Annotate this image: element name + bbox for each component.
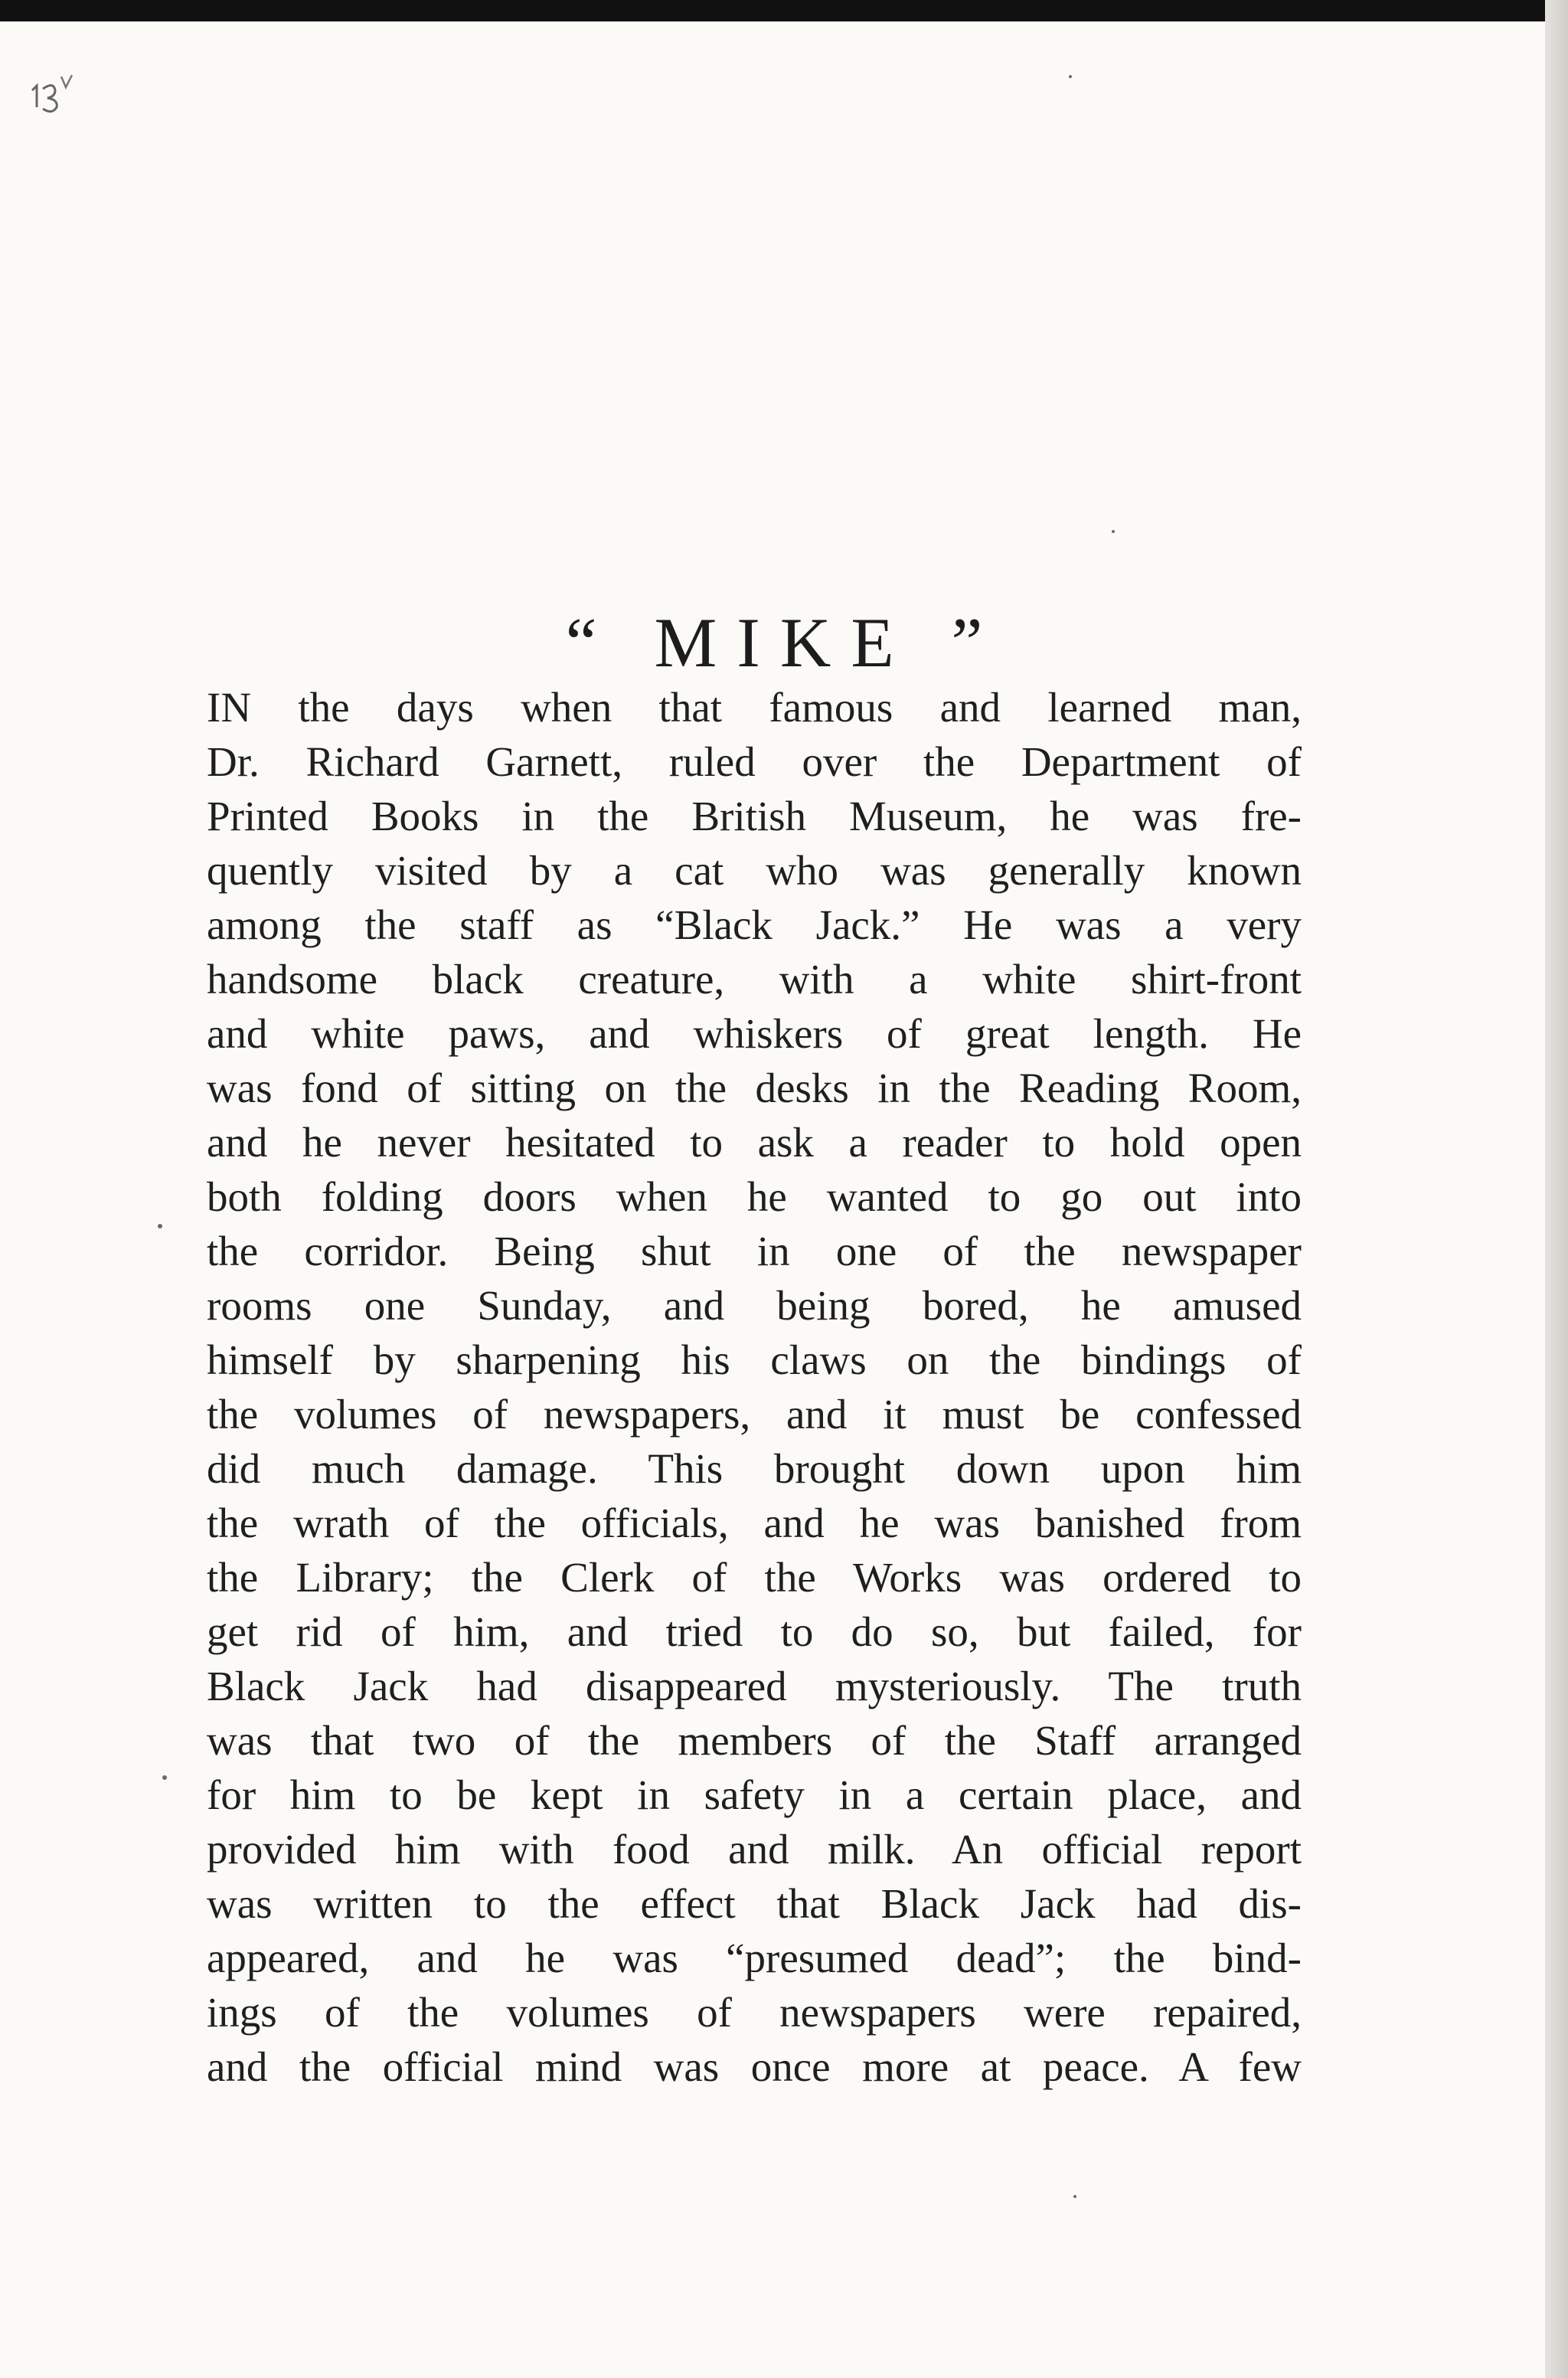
text-line: Printed Books in the British Museum, he was fre- bbox=[207, 793, 1302, 839]
text-line: the wrath of the officials, and he was banished from bbox=[207, 1500, 1302, 1546]
text-line: the corridor. Being shut in one of the newspaper bbox=[207, 1228, 1302, 1274]
text-line: handsome black creature, with a white shirt-front bbox=[207, 956, 1302, 1003]
text-line-last: and the official mind was once more at peace. A few bbox=[207, 2043, 1302, 2090]
text-line: was written to the effect that Black Jack had dis- bbox=[207, 1880, 1302, 1927]
text-line: the volumes of newspapers, and it must be confessed bbox=[207, 1391, 1302, 1438]
text-line: IN the days when that famous and learned man, bbox=[207, 684, 1302, 731]
page-top-edge bbox=[0, 0, 1568, 21]
text-line: quently visited by a cat who was generally known bbox=[207, 847, 1302, 894]
text-line: himself by sharpening his claws on the bindings of bbox=[207, 1336, 1302, 1383]
text-line: get rid of him, and tried to do so, but failed, for bbox=[207, 1608, 1302, 1655]
page-right-edge bbox=[1545, 0, 1568, 2378]
text-line: both folding doors when he wanted to go out into bbox=[207, 1173, 1302, 1220]
text-line: rooms one Sunday, and being bored, he amused bbox=[207, 1282, 1302, 1329]
text-line: for him to be kept in safety in a certain place, and bbox=[207, 1771, 1302, 1818]
paper-speck bbox=[158, 1224, 162, 1228]
paper-speck bbox=[1069, 75, 1072, 78]
text-line: Black Jack had disappeared mysteriously. The truth bbox=[207, 1663, 1302, 1709]
paper-speck bbox=[1112, 530, 1115, 533]
text-line: did much damage. This brought down upon him bbox=[207, 1445, 1302, 1492]
article-body bbox=[207, 680, 1302, 2135]
text-line: the Library; the Clerk of the Works was ordered to bbox=[207, 1554, 1302, 1601]
text-line: was fond of sitting on the desks in the Reading Room, bbox=[207, 1065, 1302, 1111]
text-line: among the staff as “Black Jack.” He was a very bbox=[207, 901, 1302, 948]
text-line: Dr. Richard Garnett, ruled over the Department of bbox=[207, 738, 1302, 785]
paper-speck bbox=[162, 1775, 167, 1780]
text-line: was that two of the members of the Staff arranged bbox=[207, 1717, 1302, 1764]
text-line: and white paws, and whiskers of great length. He bbox=[207, 1010, 1302, 1057]
handwritten-page-number bbox=[28, 70, 81, 124]
paper-speck bbox=[1073, 2195, 1076, 2198]
text-line: provided him with food and milk. An official report bbox=[207, 1826, 1302, 1873]
page-title: “ MIKE ” bbox=[565, 603, 1003, 682]
text-line: appeared, and he was “presumed dead”; the bind- bbox=[207, 1935, 1302, 1981]
text-line: and he never hesitated to ask a reader to hold open bbox=[207, 1119, 1302, 1166]
text-line: ings of the volumes of newspapers were repaired, bbox=[207, 1989, 1302, 2036]
